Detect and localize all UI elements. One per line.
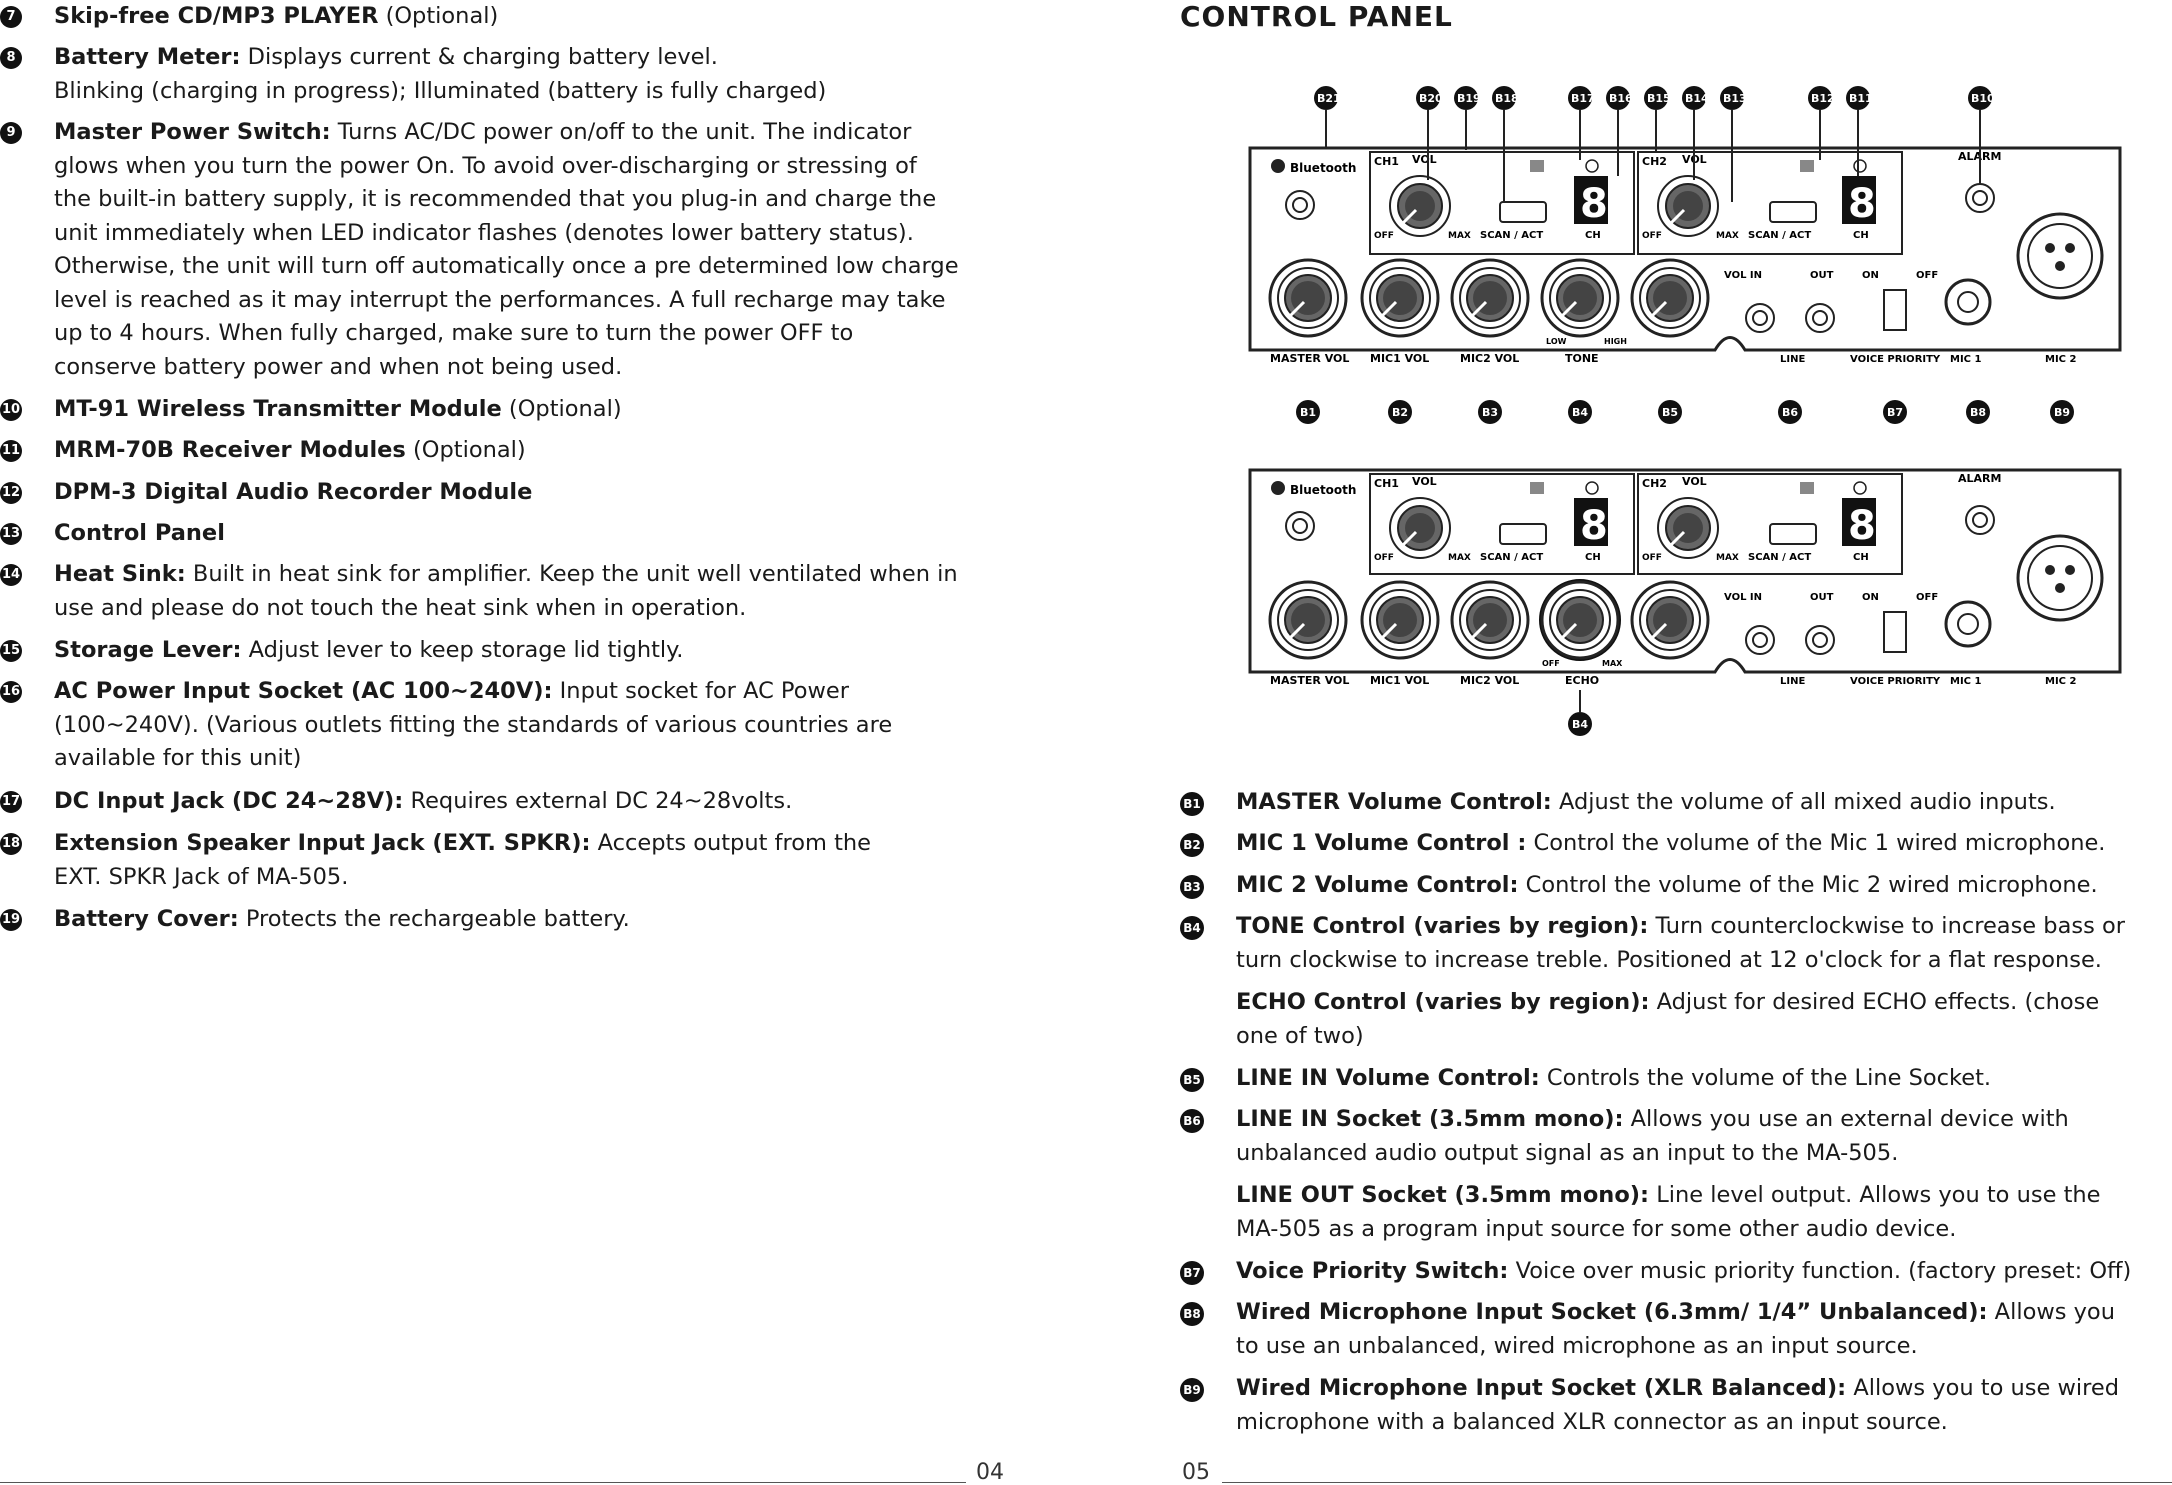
bottom-callouts: [1296, 400, 2074, 424]
item-title: Wired Microphone Input Socket (6.3mm/ 1/4” Unbalanced):: [1236, 1299, 1988, 1325]
ch-label: CH: [1853, 230, 1869, 241]
item-number-badge: 10: [0, 399, 22, 421]
page-number-left: 04: [976, 1460, 1004, 1485]
callout-b1: B1: [1300, 406, 1317, 419]
ch2-indicator: [1854, 160, 1866, 172]
ch2-led: [1800, 482, 1814, 494]
mic2-vol-label: MIC2 VOL: [1460, 352, 1520, 365]
item-number-badge: B3: [1180, 875, 1204, 899]
page-number-right: 05: [1182, 1460, 1210, 1485]
max-label: MAX: [1716, 553, 1739, 563]
item-desc: Controls the volume of the Line Socket.: [1539, 1065, 1992, 1091]
item-desc: Displays current & charging battery level.: [240, 44, 718, 70]
max-label: MAX: [1448, 553, 1471, 563]
item-title: DPM-3 Digital Audio Recorder Module: [54, 479, 533, 505]
item-number-badge: B5: [1180, 1068, 1204, 1092]
item-number-badge: 8: [0, 47, 22, 69]
mic2-vol-knob[interactable]: [1452, 582, 1528, 658]
item-number-badge: B7: [1180, 1261, 1204, 1285]
ch1-label: CH1: [1374, 477, 1399, 490]
line-label: LINE: [1780, 354, 1806, 365]
callout-b10: B10: [1971, 92, 1995, 105]
scan-act-label: SCAN / ACT: [1480, 552, 1544, 563]
ch1-scan-button[interactable]: [1500, 202, 1546, 222]
scan-act-label: SCAN / ACT: [1748, 552, 1812, 563]
item-number-badge: 14: [0, 564, 22, 586]
item-desc: Control the volume of the Mic 2 wired microphone.: [1518, 872, 2098, 898]
item-title: Control Panel: [54, 520, 225, 546]
item-line: EXT. SPKR Jack of MA-505.: [54, 863, 349, 890]
item-title: MIC 2 Volume Control:: [1236, 872, 1519, 898]
item-title: LINE OUT Socket (3.5mm mono):: [1236, 1182, 1650, 1208]
xlr-socket[interactable]: [2018, 536, 2102, 620]
item-desc: (Optional): [501, 396, 622, 422]
ch1-indicator: [1586, 160, 1598, 172]
ch1-digit: 8: [1580, 181, 1608, 227]
item-number-badge: 15: [0, 640, 22, 662]
mic1-label: MIC 1: [1950, 676, 1982, 687]
bluetooth-button[interactable]: [1286, 512, 1314, 540]
item-title: Master Power Switch:: [54, 119, 331, 145]
callout-b11: B11: [1849, 92, 1873, 105]
ch2-label: CH2: [1642, 155, 1667, 168]
item-title: Heat Sink:: [54, 561, 186, 587]
item-number-badge: 9: [0, 122, 22, 144]
item-desc: Protects the rechargeable battery.: [238, 906, 630, 932]
callout-b16: B16: [1609, 92, 1633, 105]
scan-act-label: SCAN / ACT: [1748, 230, 1812, 241]
item-line: conserve battery power and when not being used.: [54, 353, 623, 380]
out-label: OUT: [1810, 592, 1834, 603]
ch1-led: [1530, 482, 1544, 494]
item-number-badge: 7: [0, 6, 22, 28]
line-in-vol-knob[interactable]: [1632, 260, 1708, 336]
callout-b9: B9: [2054, 406, 2071, 419]
high-label: HIGH: [1604, 337, 1627, 346]
item-number-badge: 12: [0, 482, 22, 504]
off-label: OFF: [1642, 231, 1662, 241]
item-desc: Allows you use an external device with: [1623, 1106, 2069, 1132]
voice-priority-switch[interactable]: [1884, 612, 1906, 652]
footer-rule-right: [1222, 1482, 2172, 1483]
item-line: glows when you turn the power On. To avoid over-discharging or stressing of: [54, 152, 917, 179]
item-line: Blinking (charging in progress); Illuminated (battery is fully charged): [54, 77, 827, 104]
item-desc: (Optional): [378, 3, 499, 29]
item-title: DC Input Jack (DC 24~28V):: [54, 788, 404, 814]
ch2-indicator: [1854, 482, 1866, 494]
item-title: Battery Meter:: [54, 44, 241, 70]
echo-knob[interactable]: [1542, 582, 1618, 658]
master-vol-label: MASTER VOL: [1270, 674, 1350, 687]
callout-b12: B12: [1811, 92, 1835, 105]
ch2-scan-button[interactable]: [1770, 524, 1816, 544]
tone-label: TONE: [1565, 352, 1599, 365]
item-desc: Accepts output from the: [590, 830, 871, 856]
master-vol-knob[interactable]: [1270, 260, 1346, 336]
item-desc: Requires external DC 24~28volts.: [403, 788, 793, 814]
off-label: OFF: [1916, 270, 1939, 281]
alarm-label: ALARM: [1958, 150, 2002, 163]
item-title: Wired Microphone Input Socket (XLR Balanced):: [1236, 1375, 1847, 1401]
item-line: microphone with a balanced XLR connector as an input source.: [1236, 1408, 1948, 1435]
mic2-label: MIC 2: [2045, 354, 2077, 365]
mic1-socket[interactable]: [1946, 602, 1990, 646]
line-out-socket[interactable]: [1806, 626, 1834, 654]
mic1-socket[interactable]: [1946, 280, 1990, 324]
item-title: AC Power Input Socket (AC 100~240V):: [54, 678, 553, 704]
item-title: Battery Cover:: [54, 906, 239, 932]
max-label: MAX: [1448, 231, 1471, 241]
voice-priority-label: VOICE PRIORITY: [1850, 354, 1941, 365]
callout-b19: B19: [1457, 92, 1481, 105]
off-label: OFF: [1374, 553, 1394, 563]
item-desc: Control the volume of the Mic 1 wired microphone.: [1526, 830, 2106, 856]
item-desc: Adjust the volume of all mixed audio inputs.: [1551, 789, 2056, 815]
mic2-label: MIC 2: [2045, 676, 2077, 687]
bluetooth-label: Bluetooth: [1290, 483, 1357, 497]
line-in-socket[interactable]: [1746, 304, 1774, 332]
item-desc: Voice over music priority function. (factory preset: Off): [1508, 1258, 2132, 1284]
item-number-badge: 17: [0, 791, 22, 813]
item-desc: Built in heat sink for amplifier. Keep the unit well ventilated when in: [185, 561, 958, 587]
item-number-badge: B2: [1180, 833, 1204, 857]
item-desc: Allows you: [1987, 1299, 2115, 1325]
item-line: up to 4 hours. When fully charged, make sure to turn the power OFF to: [54, 320, 854, 346]
vol-label: VOL: [1682, 153, 1707, 166]
item-title: TONE Control (varies by region):: [1236, 913, 1649, 939]
item-line: use and please do not touch the heat sink when in operation.: [54, 594, 747, 621]
line-in-socket[interactable]: [1746, 626, 1774, 654]
item-desc: Adjust lever to keep storage lid tightly.: [241, 637, 684, 663]
ch-label: CH: [1853, 552, 1869, 563]
max-label: MAX: [1716, 231, 1739, 241]
item-number-badge: 16: [0, 681, 22, 703]
voice-priority-switch[interactable]: [1884, 290, 1906, 330]
mic2-vol-knob[interactable]: [1452, 260, 1528, 336]
item-number-badge: B9: [1180, 1378, 1204, 1402]
off-label: OFF: [1542, 659, 1560, 668]
item-title: Extension Speaker Input Jack (EXT. SPKR):: [54, 830, 591, 856]
item-desc: Input socket for AC Power: [552, 678, 849, 704]
vol-label: VOL: [1412, 475, 1437, 488]
item-title: LINE IN Volume Control:: [1236, 1065, 1540, 1091]
item-title: Skip-free CD/MP3 PLAYER: [54, 3, 379, 29]
callout-b14: B14: [1685, 92, 1709, 105]
item-desc: Adjust for desired ECHO effects. (chose: [1649, 989, 2100, 1015]
callout-b3: B3: [1482, 406, 1499, 419]
item-desc: Turns AC/DC power on/off to the unit. The indicator: [330, 119, 912, 145]
mic1-vol-knob[interactable]: [1362, 582, 1438, 658]
mic1-label: MIC 1: [1950, 354, 1982, 365]
item-line: one of two): [1236, 1022, 1364, 1049]
item-line: unbalanced audio output signal as an input to the MA-505.: [1236, 1139, 1899, 1166]
off-label: OFF: [1916, 592, 1939, 603]
callout-b8: B8: [1970, 406, 1987, 419]
item-number-badge: B8: [1180, 1302, 1204, 1326]
item-title: ECHO Control (varies by region):: [1236, 989, 1650, 1015]
out-label: OUT: [1810, 270, 1834, 281]
bluetooth-button[interactable]: [1286, 191, 1314, 219]
mic1-vol-label: MIC1 VOL: [1370, 674, 1430, 687]
ch1-vol-knob[interactable]: [1390, 176, 1450, 236]
ch2-digit: 8: [1848, 181, 1876, 227]
control-panel-diagram: [1240, 80, 2140, 760]
item-title: Voice Priority Switch:: [1236, 1258, 1509, 1284]
item-line: the built-in battery supply, it is recommended that you plug-in and charge the: [54, 186, 937, 212]
callout-b17: B17: [1571, 92, 1595, 105]
item-number-badge: B6: [1180, 1109, 1204, 1133]
scan-act-label: SCAN / ACT: [1480, 230, 1544, 241]
low-label: LOW: [1546, 337, 1567, 346]
item-title: MIC 1 Volume Control :: [1236, 830, 1527, 856]
callout-b4-echo: B4: [1572, 718, 1589, 731]
on-label: ON: [1862, 592, 1879, 603]
ch1-scan-button[interactable]: [1500, 524, 1546, 544]
mic2-vol-label: MIC2 VOL: [1460, 674, 1520, 687]
ch1-digit: 8: [1580, 503, 1608, 549]
bluetooth-label: Bluetooth: [1290, 161, 1357, 175]
item-line: unit immediately when LED indicator flashes (denotes lower battery status).: [54, 219, 914, 246]
ch2-label: CH2: [1642, 477, 1667, 490]
vol-label: VOL: [1682, 475, 1707, 488]
bluetooth-icon: [1271, 481, 1285, 495]
tone-knob[interactable]: [1542, 260, 1618, 336]
panel-top: [1250, 148, 2120, 365]
item-line: (100~240V). (Various outlets fitting the standards of various countries are: [54, 711, 893, 738]
off-label: OFF: [1374, 231, 1394, 241]
item-desc: Allows you to use wired: [1846, 1375, 2120, 1401]
ch1-label: CH1: [1374, 155, 1399, 168]
max-label: MAX: [1602, 659, 1623, 668]
master-vol-knob[interactable]: [1270, 582, 1346, 658]
item-number-badge: 18: [0, 833, 22, 855]
mic1-vol-knob[interactable]: [1362, 260, 1438, 336]
item-line: turn clockwise to increase treble. Positioned at 12 o'clock for a flat response.: [1236, 946, 2102, 973]
item-line: MA-505 as a program input source for some other audio device.: [1236, 1215, 1957, 1242]
alarm-jack: [1966, 506, 1994, 534]
item-number-badge: 13: [0, 523, 22, 545]
alarm-label: ALARM: [1958, 472, 2002, 485]
item-title: MASTER Volume Control:: [1236, 789, 1552, 815]
mic1-vol-label: MIC1 VOL: [1370, 352, 1430, 365]
line-out-socket[interactable]: [1806, 304, 1834, 332]
ch1-led: [1530, 160, 1544, 172]
vol-label: VOL: [1412, 153, 1437, 166]
ch2-vol-knob[interactable]: [1658, 498, 1718, 558]
master-vol-label: MASTER VOL: [1270, 352, 1350, 365]
ch1-vol-knob[interactable]: [1390, 498, 1450, 558]
ch-label: CH: [1585, 552, 1601, 563]
callout-b6: B6: [1782, 406, 1799, 419]
item-number-badge: 19: [0, 909, 22, 931]
panel-bottom: [1250, 470, 2120, 736]
item-title: LINE IN Socket (3.5mm mono):: [1236, 1106, 1624, 1132]
ch2-scan-button[interactable]: [1770, 202, 1816, 222]
item-number-badge: B1: [1180, 792, 1204, 816]
xlr-socket[interactable]: [2018, 214, 2102, 298]
vol-in-label: VOL IN: [1724, 592, 1763, 603]
page-title: CONTROL PANEL: [1180, 0, 1453, 33]
item-number-badge: B4: [1180, 916, 1204, 940]
line-in-vol-knob[interactable]: [1632, 582, 1708, 658]
footer-rule-left: [0, 1482, 966, 1483]
line-label: LINE: [1780, 676, 1806, 687]
item-title: Storage Lever:: [54, 637, 242, 663]
callout-b5: B5: [1662, 406, 1679, 419]
item-line: Otherwise, the unit will turn off automatically once a pre determined low charge: [54, 253, 959, 279]
item-desc: Line level output. Allows you to use the: [1649, 1182, 2101, 1208]
item-desc: (Optional): [405, 437, 526, 463]
item-title: MT-91 Wireless Transmitter Module: [54, 396, 502, 422]
item-line: to use an unbalanced, wired microphone as an input source.: [1236, 1332, 1918, 1359]
callout-b15: B15: [1647, 92, 1671, 105]
item-number-badge: 11: [0, 440, 22, 462]
voice-priority-label: VOICE PRIORITY: [1850, 676, 1941, 687]
item-line: level is reached as it may interrupt the performances. A full recharge may take: [54, 286, 946, 313]
ch2-vol-knob[interactable]: [1658, 176, 1718, 236]
echo-label: ECHO: [1565, 674, 1600, 687]
ch2-led: [1800, 160, 1814, 172]
callout-b18: B18: [1495, 92, 1519, 105]
callout-b4: B4: [1572, 406, 1589, 419]
bluetooth-icon: [1271, 159, 1285, 173]
ch2-digit: 8: [1848, 503, 1876, 549]
ch-label: CH: [1585, 230, 1601, 241]
item-line: available for this unit): [54, 745, 302, 771]
callout-b20: B20: [1419, 92, 1443, 105]
callout-b21: B21: [1317, 92, 1341, 105]
alarm-jack: [1966, 184, 1994, 212]
callout-b13: B13: [1723, 92, 1747, 105]
ch1-indicator: [1586, 482, 1598, 494]
callout-b2: B2: [1392, 406, 1409, 419]
item-title: MRM-70B Receiver Modules: [54, 437, 406, 463]
item-desc: Turn counterclockwise to increase bass or: [1648, 913, 2125, 939]
callout-b7: B7: [1887, 406, 1904, 419]
vol-in-label: VOL IN: [1724, 270, 1763, 281]
off-label: OFF: [1642, 553, 1662, 563]
on-label: ON: [1862, 270, 1879, 281]
